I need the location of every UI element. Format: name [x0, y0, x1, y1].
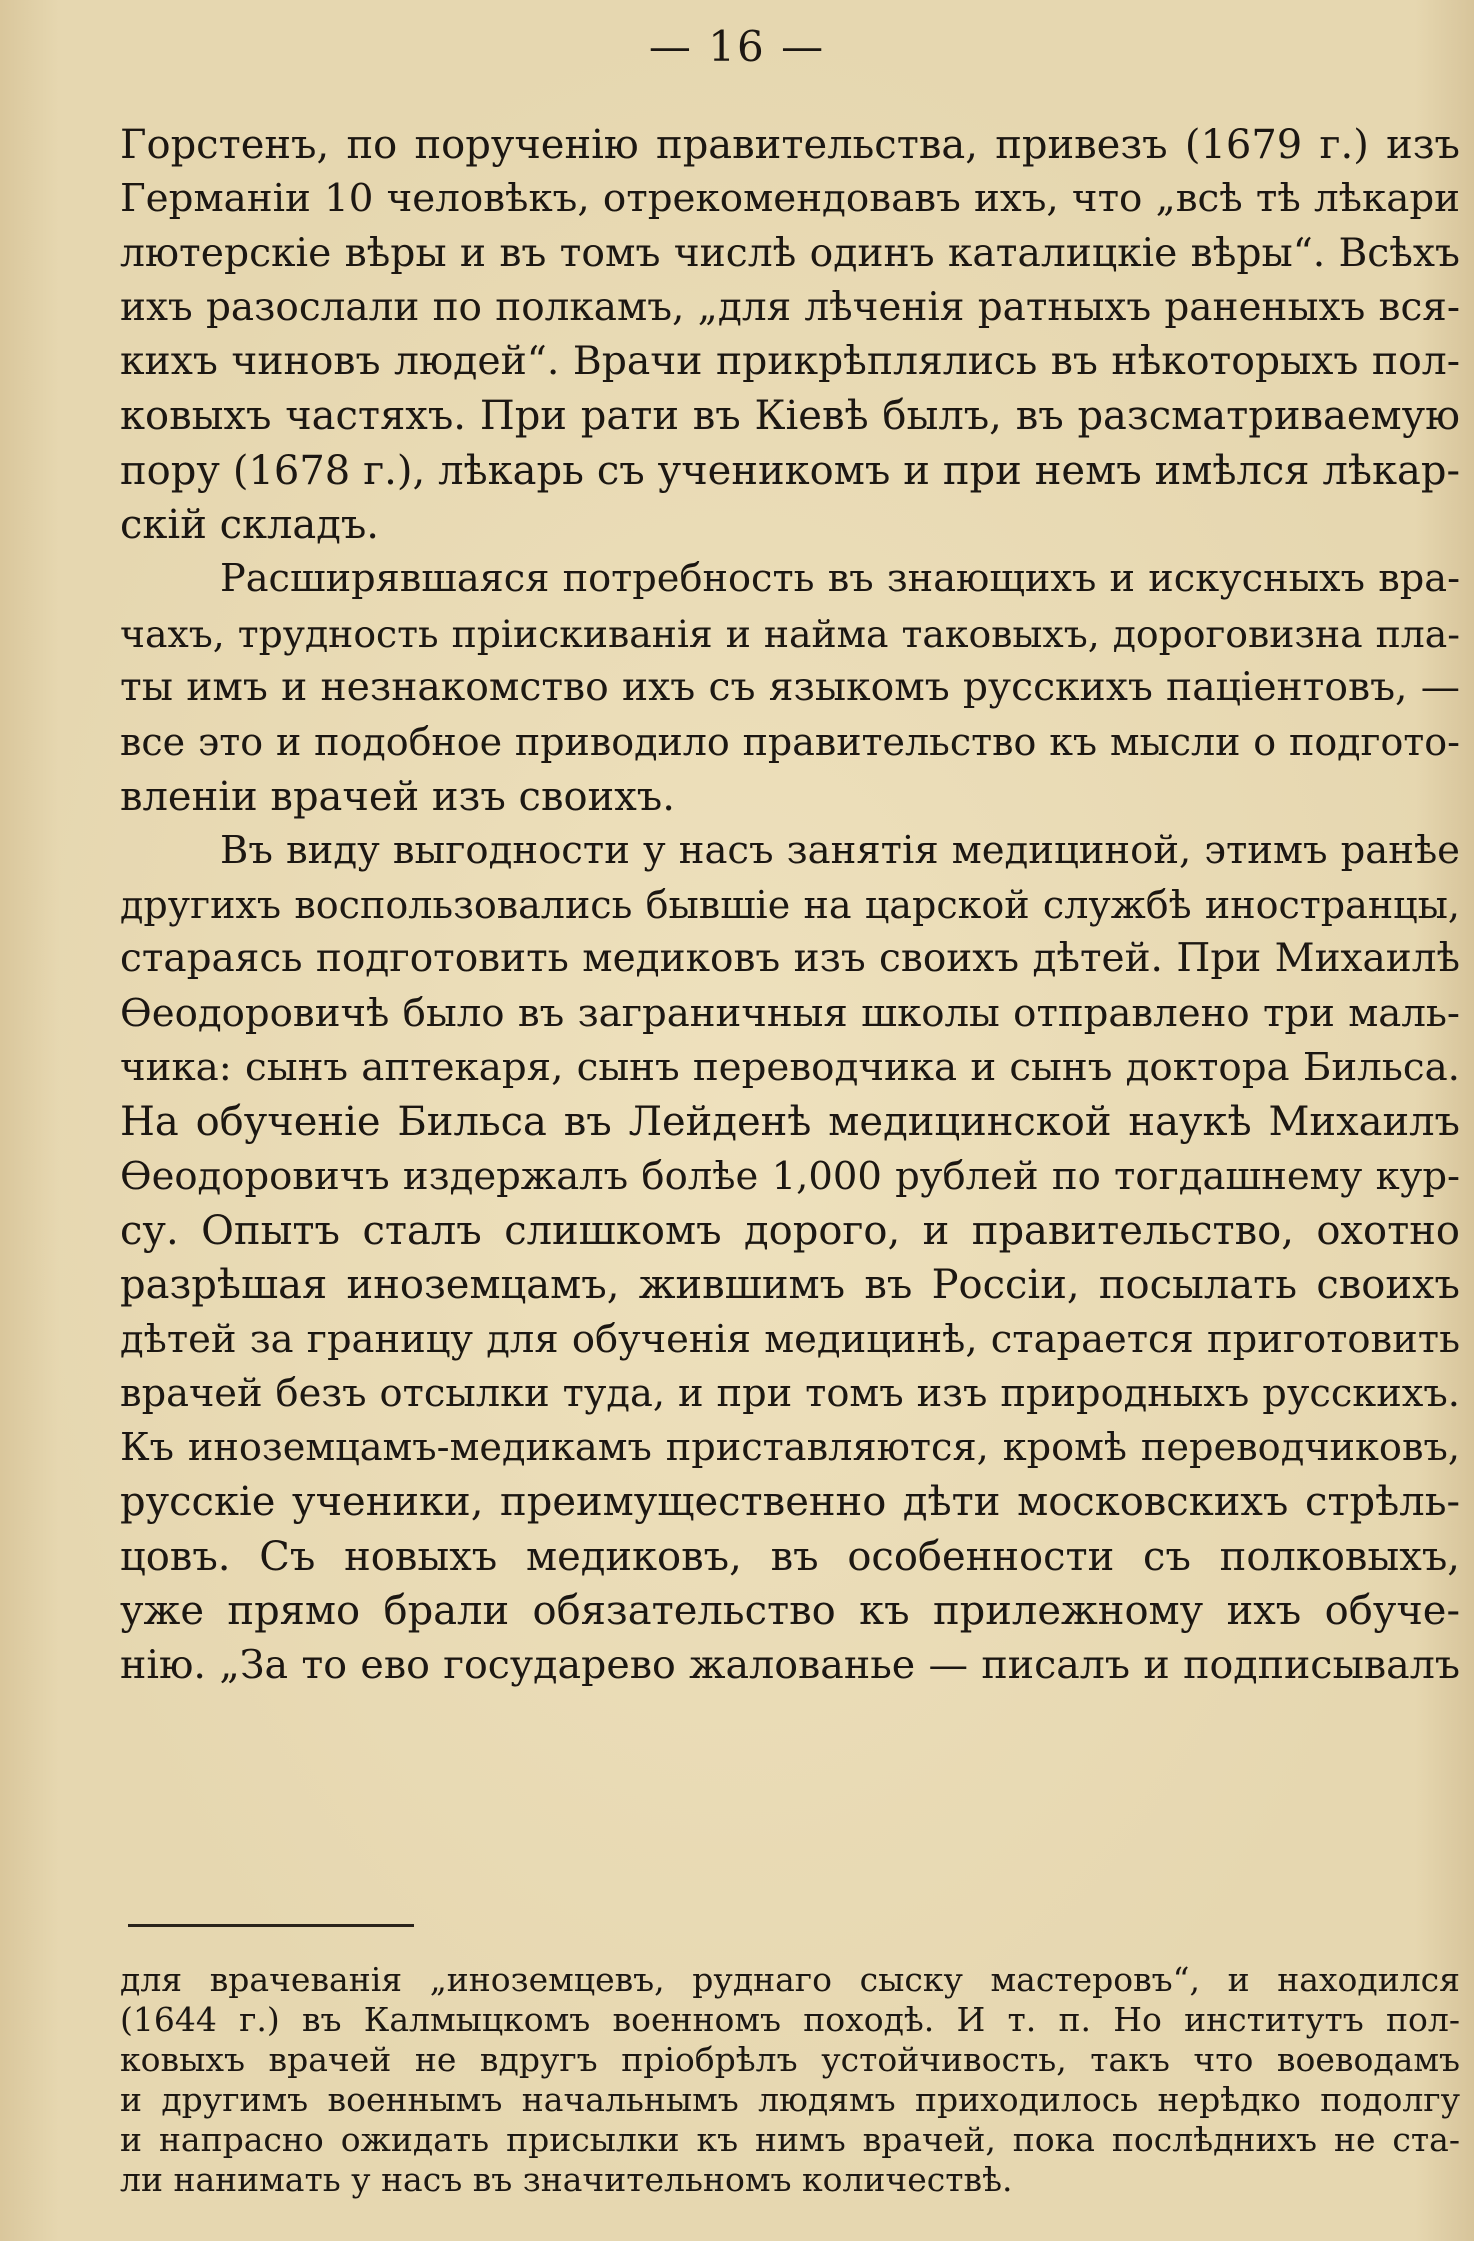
text-line: дѣтей за границу для обученія медицинѣ, старается приготовить [120, 1316, 1460, 1362]
text-line: врачей безъ отсылки туда, и при томъ изъ природныхъ русскихъ. [120, 1370, 1460, 1416]
text-line: чика: сынъ аптекаря, сынъ переводчика и сынъ доктора Бильса. [120, 1045, 1460, 1091]
text-line: Къ иноземцамъ-медикамъ приставляются, кромѣ переводчиковъ, [120, 1425, 1460, 1471]
text-line: ковыхъ частяхъ. При рати въ Кіевѣ былъ, въ разсматриваемую [120, 393, 1460, 440]
text-line: су. Опытъ сталъ слишкомъ дорого, и правительство, охотно [120, 1207, 1460, 1254]
text-line: русскіе ученики, преимущественно дѣти московскихъ стрѣль- [120, 1479, 1460, 1526]
text-line: пору (1678 г.), лѣкарь съ ученикомъ и при немъ имѣлся лѣкар- [120, 447, 1460, 494]
text-line: ты имъ и незнакомство ихъ съ языкомъ русскихъ паціентовъ, — [120, 664, 1460, 710]
footnote-line: ли нанимать у насъ въ значительномъ количествѣ. [120, 2160, 1013, 2199]
main-text [120, 118, 1460, 1693]
text-line: чахъ, трудность пріискиванія и найма таковыхъ, дороговизна пла- [120, 611, 1460, 656]
text-line: кихъ чиновъ людей“. Врачи прикрѣплялись въ нѣкоторыхъ пол- [120, 339, 1460, 385]
text-line: Германіи 10 человѣкъ, отрекомендовавъ ихъ, что „всѣ тѣ лѣкари [120, 176, 1460, 222]
footnote-line: и напрасно ожидать присылки къ нимъ врачей, пока послѣднихъ не ста- [120, 2120, 1460, 2159]
text-line: Въ виду выгодности у насъ занятія медициной, этимъ ранѣе [220, 827, 1460, 873]
footnote-divider [128, 1924, 414, 1927]
text-line: разрѣшая иноземцамъ, жившимъ въ Россіи, посылать своихъ [120, 1262, 1460, 1309]
text-line: стараясь подготовить медиковъ изъ своихъ дѣтей. При Михаилѣ [120, 936, 1460, 982]
footnote-line: для врачеванія „иноземцевъ, руднаго сыску мастеровъ“, и находился [120, 1960, 1460, 1999]
text-line: Ѳеодоровичѣ было въ заграничныя школы отправлено три маль- [120, 990, 1460, 1036]
text-line: нію. „За то ево государево жалованье — писалъ и подписывалъ [120, 1642, 1460, 1689]
footnote-line: (1644 г.) въ Калмыцкомъ военномъ походѣ. И т. п. Но институтъ пол- [120, 2000, 1460, 2039]
text-line: Ѳеодоровичъ издержалъ болѣе 1,000 рублей по тогдашнему кур- [120, 1153, 1460, 1199]
text-line: уже прямо брали обязательство къ прилежному ихъ обуче- [120, 1588, 1460, 1635]
footnote-line: и другимъ военнымъ начальнымъ людямъ приходилось нерѣдко подолгу [120, 2080, 1460, 2119]
text-line: цовъ. Съ новыхъ медиковъ, въ особенности съ полковыхъ, [120, 1533, 1460, 1580]
text-line: скій складъ. [120, 502, 380, 549]
text-line: вленіи врачей изъ своихъ. [120, 773, 675, 820]
text-line: Горстенъ, по порученію правительства, привезъ (1679 г.) изъ [120, 122, 1460, 168]
text-line: другихъ воспользовались бывшіе на царской службѣ иностранцы, [120, 883, 1460, 928]
text-line: На обученіе Бильса въ Лейденѣ медицинской наукѣ Михаилъ [120, 1099, 1460, 1146]
text-line: Расширявшаяся потребность въ знающихъ и искусныхъ вра- [220, 556, 1460, 602]
text-line: ихъ разослали по полкамъ, „для лѣченія ратныхъ раненыхъ вся- [120, 284, 1460, 330]
page-number: — 16 — [648, 22, 826, 71]
footnote-line: ковыхъ врачей не вдругъ пріобрѣлъ устойчивость, такъ что воеводамъ [120, 2040, 1460, 2079]
text-line: все это и подобное приводило правительство къ мысли о подгото- [120, 720, 1460, 765]
footnotes [120, 1960, 1460, 2200]
text-line: лютерскіе вѣры и въ томъ числѣ одинъ каталицкіе вѣры“. Всѣхъ [120, 230, 1460, 276]
